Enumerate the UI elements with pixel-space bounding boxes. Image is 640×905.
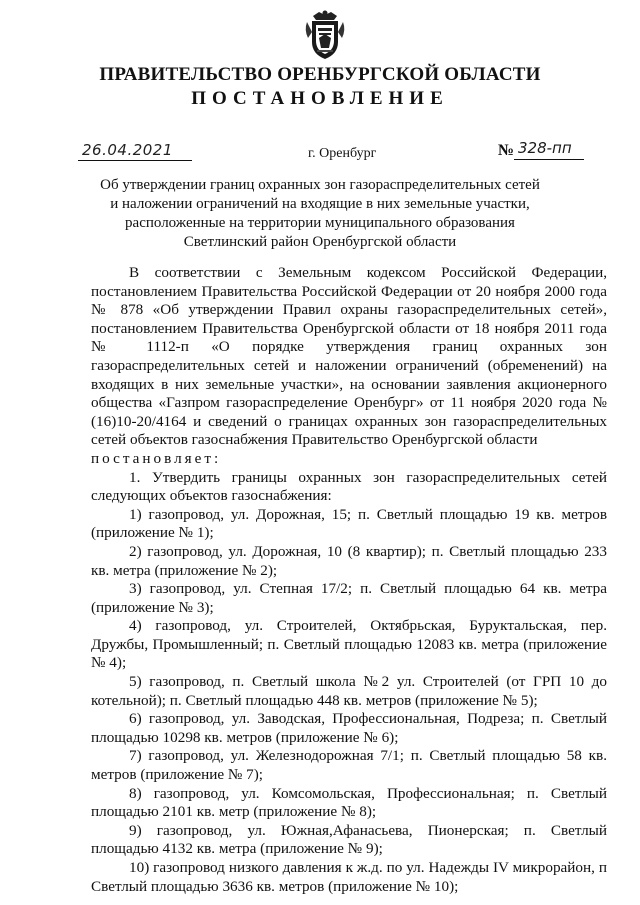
title-line: Светлинский район Оренбургской области xyxy=(183,234,457,250)
number-underline xyxy=(514,159,584,160)
subitem: 4) газопровод, ул. Строителей, Октябрьская, Буруктальская, пер. Дружбы, Промышленный; п. Светлый площадью 12083 кв. метра (приложение № 4); xyxy=(91,617,607,672)
document-city: г. Оренбург xyxy=(308,146,377,161)
subitem: 7) газопровод, ул. Железнодорожная 7/1; п. Светлый площадью 58 кв. метров (приложение № 7); xyxy=(91,747,607,784)
subitem: 2) газопровод, ул. Дорожная, 10 (8 квартир); п. Светлый площадью 233 кв. метра (приложение № 2); xyxy=(91,542,607,579)
document-title xyxy=(60,176,580,252)
coat-of-arms-emblem xyxy=(303,8,347,64)
date-underline xyxy=(78,160,192,161)
subitem: 1) газопровод, ул. Дорожная, 15; п. Светлый площадью 19 кв. метров (приложение № 1); xyxy=(91,505,607,542)
document-date: 26.04.2021 xyxy=(82,141,173,159)
subitem: 9) газопровод, ул. Южная,Афанасьева, Пионерская; п. Светлый площадью 4132 кв. метра (приложение № 9); xyxy=(91,821,607,858)
title-line: и наложении ограничений на входящие в них земельные участки, xyxy=(110,196,530,212)
subitem: 5) газопровод, п. Светлый школа №2 ул. Строителей (от ГРП 10 до котельной); п. Светлый площадью 448 кв. метров (приложение № 5); xyxy=(91,673,607,709)
title-line: Об утверждении границ охранных зон газораспределительных сетей xyxy=(100,177,540,193)
subitem: 8) газопровод, ул. Комсомольская, Профессиональная; п. Светлый площадью 2101 кв. метр (приложение № 8); xyxy=(91,784,607,821)
preamble-paragraph: В соответствии с Земельным кодексом Российской Федерации, постановлением Правительства Российской Федерации от 20 ноября 2000 года № 878 «Об утверждении Правил охраны газораспределительных сетей», постановлением Правительства Оренбургской области от 18 ноября 2011 года № 1112-п «О порядке утверждения границ охранных зон газораспределительных сетей и наложении ограничений (обременений) на входящих в них земельные участки», на основании заявления акционерного общества «Газпром газораспределение Оренбург» от 11 ноября 2020 года № (16)10-20/4164 и сведений о границах охранных зон газораспределительных сетей объектов газоснабжения Правительство Оренбургской области xyxy=(91,264,607,449)
document-body xyxy=(91,264,607,896)
document-number: 328-пп xyxy=(518,139,572,157)
subitem: 3) газопровод, ул. Степная 17/2; п. Светлый площадью 64 кв. метра (приложение № 3); xyxy=(91,580,607,616)
item-1: 1. Утвердить границы охранных зон газораспределительных сетей следующих объектов газоснабжения: xyxy=(91,468,607,505)
subitem: 6) газопровод, ул. Заводская, Профессиональная, Подреза; п. Светлый площадью 10298 кв. метров (приложение № 6); xyxy=(91,710,607,746)
document-type: ПОСТАНОВЛЕНИЕ xyxy=(191,88,449,109)
decree-word: постановляет: xyxy=(91,449,222,467)
government-name: ПРАВИТЕЛЬСТВО ОРЕНБУРГСКОЙ ОБЛАСТИ xyxy=(99,64,541,85)
subitem: 10) газопровод низкого давления к ж.д. по ул. Надежды IV микрорайон, п Светлый площадью 3636 кв. метров (приложение № 10); xyxy=(91,859,607,895)
number-label: № xyxy=(498,142,515,159)
title-line: расположенные на территории муниципального образования xyxy=(125,215,515,231)
